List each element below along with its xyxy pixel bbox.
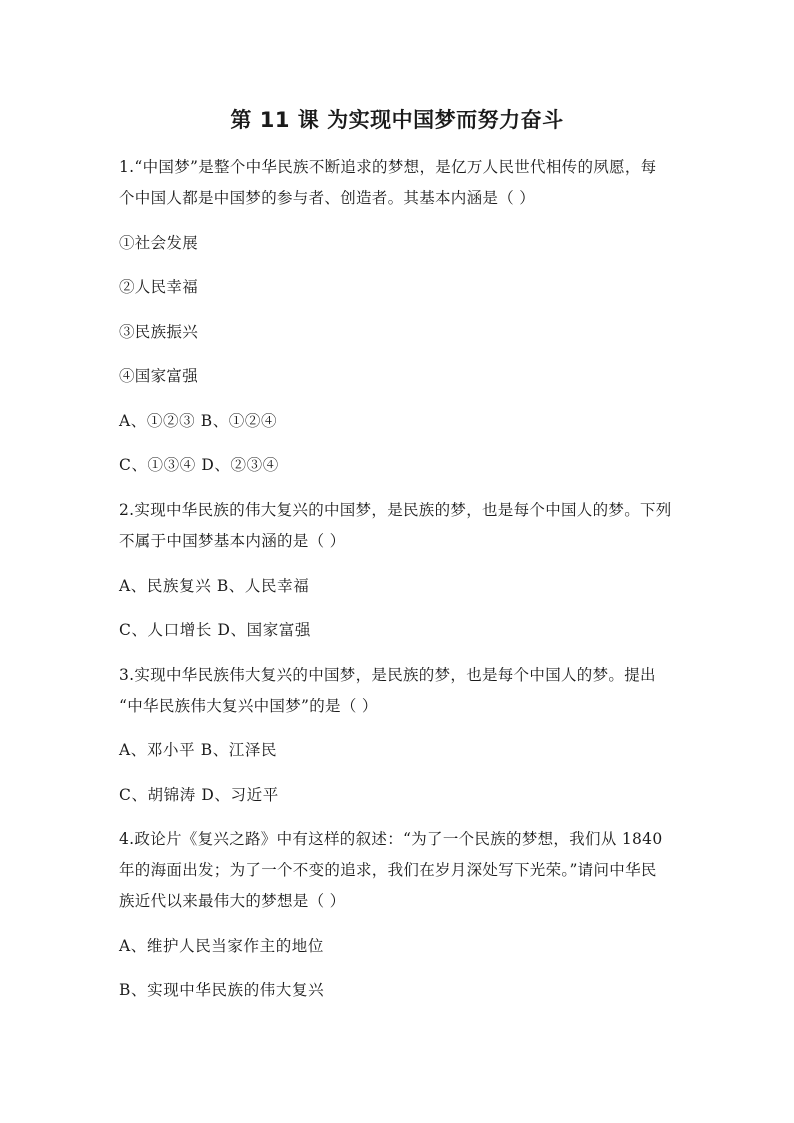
q1-stem-line-1: 1.“中国梦”是整个中华民族不断追求的梦想，是亿万人民世代相传的夙愿，每 — [119, 158, 657, 176]
q3-options-cd: C、胡锦涛 D、习近平 — [119, 786, 279, 804]
q2-stem-line-2: 不属于中国梦基本内涵的是（ ） — [119, 532, 346, 550]
q4-option-a: A、维护人民当家作主的地位 — [119, 937, 324, 955]
q1-options-ab: A、①②③ B、①②④ — [119, 412, 278, 430]
q1-stem-line-2: 个中国人都是中国梦的参与者、创造者。其基本内涵是（ ） — [119, 189, 536, 207]
q1-item-4: ④国家富强 — [119, 367, 199, 385]
q1-options-cd: C、①③④ D、②③④ — [119, 456, 279, 474]
q3-stem-line-2: “中华民族伟大复兴中国梦”的是（ ） — [119, 697, 378, 715]
q3-options-ab: A、邓小平 B、江泽民 — [119, 741, 278, 759]
q2-options-ab: A、民族复兴 B、人民幸福 — [119, 577, 310, 595]
q4-stem-line-3: 族近代以来最伟大的梦想是（ ） — [119, 892, 346, 910]
q4-option-b: B、实现中华民族的伟大复兴 — [119, 981, 325, 999]
q1-item-1: ①社会发展 — [119, 234, 199, 252]
q2-options-cd: C、人口增长 D、国家富强 — [119, 621, 312, 639]
page-title: 第 11 课 为实现中国梦而努力奋斗 — [230, 108, 564, 132]
q4-stem-line-2: 年的海面出发；为了一个不变的追求，我们在岁月深处写下光荣。”请问中华民 — [119, 861, 657, 879]
q1-item-2: ②人民幸福 — [119, 278, 199, 296]
q1-item-3: ③民族振兴 — [119, 323, 199, 341]
q3-stem-line-1: 3.实现中华民族伟大复兴的中国梦，是民族的梦，也是每个中国人的梦。提出 — [119, 666, 656, 684]
q4-stem-line-1: 4.政论片《复兴之路》中有这样的叙述：“为了一个民族的梦想，我们从 1840 — [119, 830, 663, 848]
q2-stem-line-1: 2.实现中华民族的伟大复兴的中国梦，是民族的梦，也是每个中国人的梦。下列 — [119, 501, 672, 519]
